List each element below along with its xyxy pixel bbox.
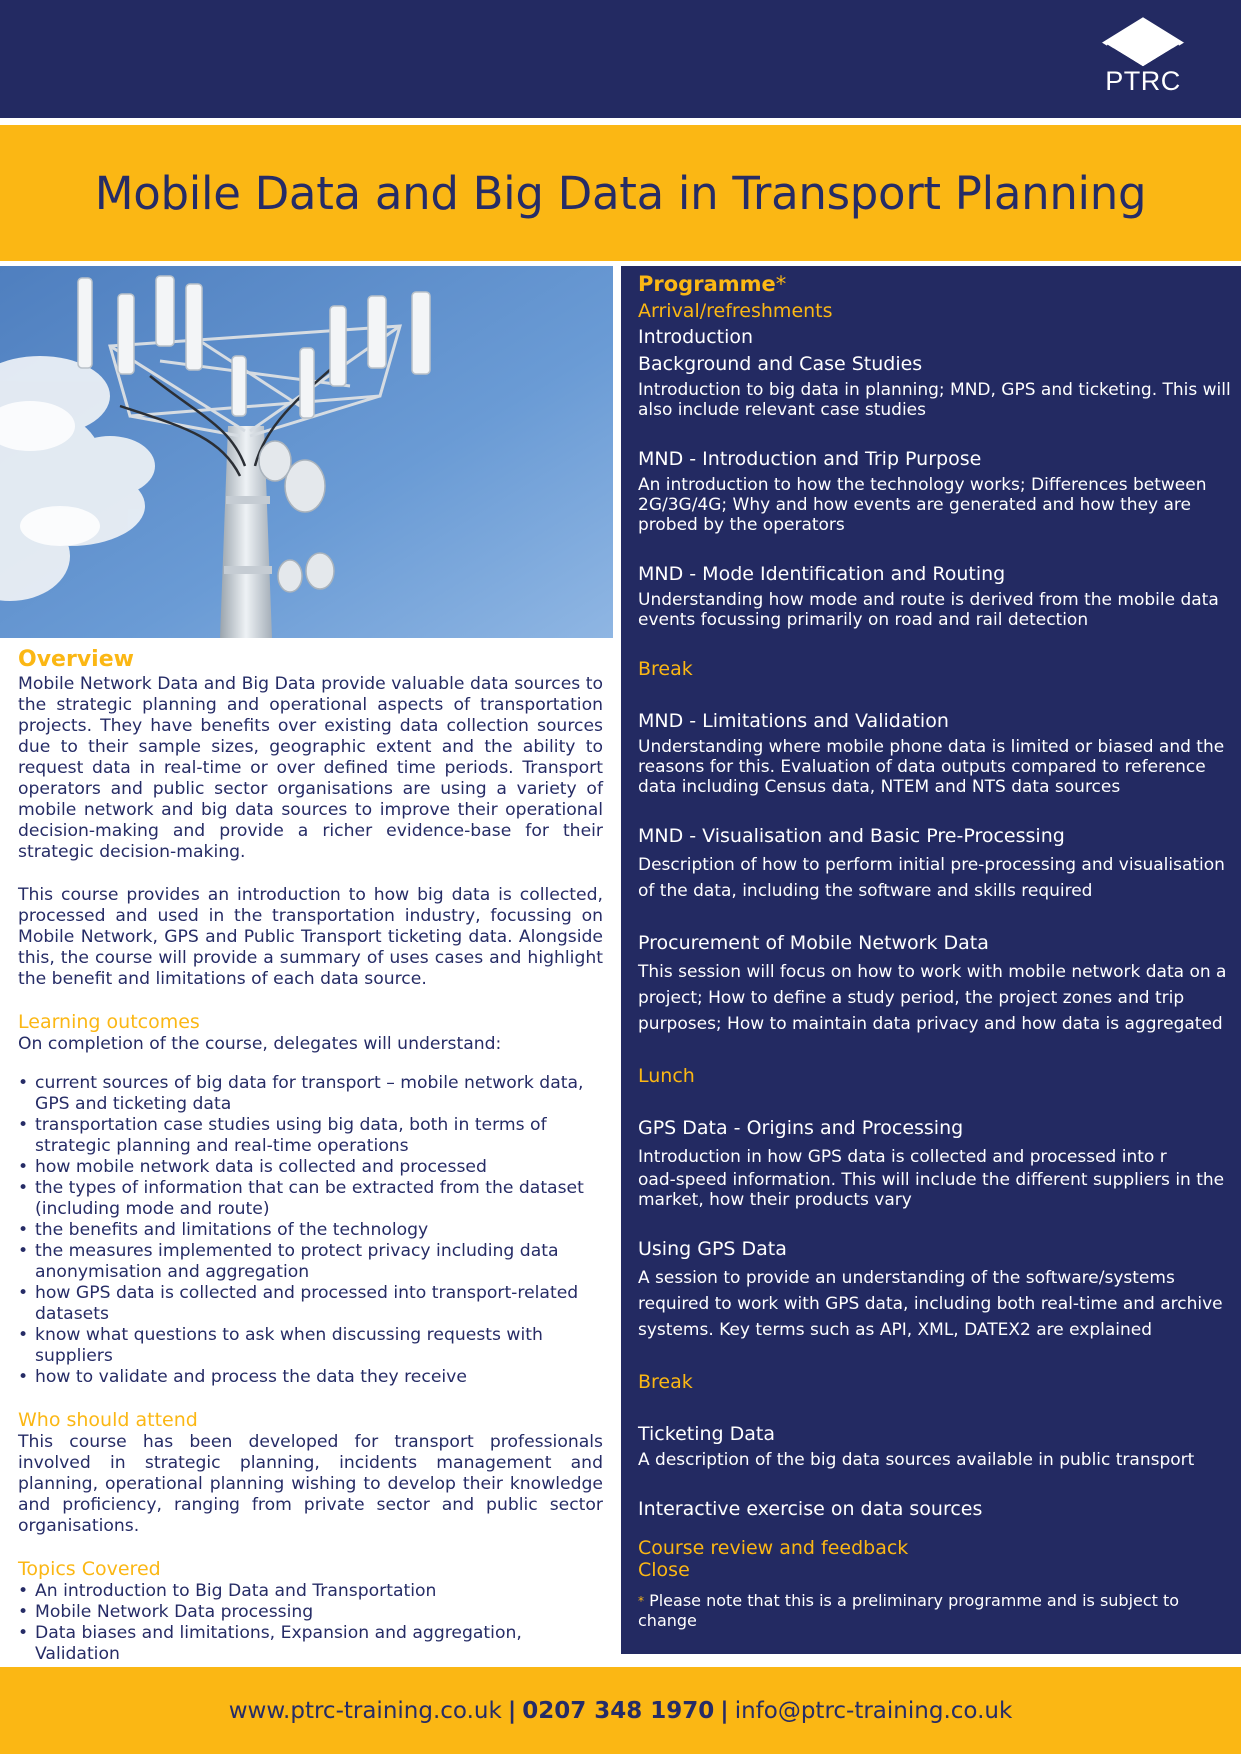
session-description: Understanding how mode and route is derived from the mobile data events focussing primarily on road and rail detection — [638, 590, 1219, 630]
list-item: • the benefits and limitations of the technology — [18, 1220, 603, 1241]
session-title: MND - Visualisation and Basic Pre-Processing — [638, 825, 1065, 847]
session-title: Background and Case Studies — [638, 353, 923, 375]
list-item: • how GPS data is collected and processed into transport-related datasets — [18, 1283, 603, 1325]
session-description: A session to provide an understanding of the software/systems required to work with GPS data, including both real-time and archive systems. Key terms such as API, XML, DATEX2 are explained — [638, 1268, 1223, 1340]
session-title: MND - Mode Identification and Routing — [638, 563, 1006, 585]
session-title: Procurement of Mobile Network Data — [638, 932, 989, 954]
top-banner — [0, 0, 1241, 118]
list-item: • transportation case studies using big data, both in terms of strategic planning and real-time operations — [18, 1115, 603, 1157]
session-title: MND - Introduction and Trip Purpose — [638, 448, 982, 470]
lunch-slot: Lunch — [638, 1065, 695, 1087]
session-description: Understanding where mobile phone data is limited or biased and the reasons for this. Evaluation of data outputs compared to reference data including Census data, NTEM and NTS data sources — [638, 737, 1225, 797]
title-band — [0, 125, 1241, 261]
session-description: Introduction to big data in planning; MND, GPS and ticketing. This will also include relevant case studies — [638, 380, 1231, 420]
cell-tower-photo — [0, 266, 613, 638]
session-title: Using GPS Data — [638, 1238, 787, 1260]
learning-outcomes-list — [18, 1073, 603, 1388]
website-link[interactable]: www.ptrc-training.co.uk — [228, 1697, 502, 1724]
programme-note: * Please note that this is a preliminary programme and is subject to change — [638, 1591, 1180, 1630]
overview-paragraph-1: Mobile Network Data and Big Data provide valuable data sources to the strategic planning and operational aspects of transportation projects. They have benefits over existing data collection sources due to their sample sizes, geographic extent and the ability to request data in real-time or over defined time periods. Transport operators and public sector organisations are using a variety of mobile network and big data sources to improve their operational decision-making and provide a richer evidence-base for their strategic decision-making. — [18, 674, 603, 862]
course-details — [18, 646, 603, 1707]
list-item: • An introduction to Big Data and Transportation — [18, 1581, 603, 1602]
overview-paragraph-2: This course provides an introduction to how big data is collected, processed and used in the transportation industry, focussing on Mobile Network, GPS and Public Transport ticketing data. Alongside this, the course will provide a summary of uses cases and highlight the benefit and limitations of each data source. — [18, 885, 603, 989]
session-description: This session will focus on how to work with mobile network data on a project; How to define a study period, the project zones and trip purposes; How to maintain data privacy and how data is aggregated — [638, 962, 1227, 1034]
list-item: • Data biases and limitations, Expansion and aggregation, Validation — [18, 1623, 603, 1665]
ptrc-logo — [1093, 14, 1193, 98]
email-link[interactable]: info@ptrc-training.co.uk — [734, 1697, 1013, 1724]
list-item: • the measures implemented to protect privacy including data anonymisation and aggregation — [18, 1241, 603, 1283]
list-item: • the types of information that can be extracted from the dataset (including mode and route) — [18, 1178, 603, 1220]
close-slot: Close — [638, 1559, 690, 1581]
session-title: Interactive exercise on data sources — [638, 1498, 983, 1520]
programme-panel — [621, 266, 1241, 1654]
introduction-slot: Introduction — [638, 326, 754, 348]
overview-heading: Overview — [18, 647, 134, 672]
session-title: Ticketing Data — [638, 1423, 775, 1445]
list-item: • current sources of big data for transport – mobile network data, GPS and ticketing data — [18, 1073, 603, 1115]
break-slot: Break — [638, 658, 693, 680]
session-description: A description of the big data sources available in public transport — [638, 1450, 1195, 1470]
programme-heading: Programme* — [638, 272, 787, 296]
break-slot: Break — [638, 1371, 693, 1393]
session-title: MND - Limitations and Validation — [638, 710, 949, 732]
separator: | — [720, 1697, 729, 1724]
arrival-slot: Arrival/refreshments — [638, 300, 833, 322]
who-should-attend-text: This course has been developed for transport professionals involved in strategic planning, incidents management and planning, operational planning wishing to develop their knowledge and proficiency, ranging from private sector and public sector organisations. — [18, 1432, 603, 1536]
session-description: An introduction to how the technology works; Differences between 2G/3G/4G; Why and how events are generated and how they are probed by the operators — [638, 475, 1207, 535]
footer-contact — [0, 1667, 1241, 1754]
who-should-attend-heading: Who should attend — [18, 1409, 198, 1431]
page-title: Mobile Data and Big Data in Transport Planning — [94, 166, 1147, 220]
learning-outcomes-heading: Learning outcomes — [18, 1011, 200, 1033]
session-title: GPS Data - Origins and Processing — [638, 1117, 964, 1139]
session-description: Introduction in how GPS data is collected and processed into r oad-speed information. This will include the different suppliers in the market, how their products vary — [638, 1147, 1225, 1210]
list-item: • know what questions to ask when discussing requests with suppliers — [18, 1325, 603, 1367]
phone-number[interactable]: 0207 348 1970 — [522, 1697, 715, 1724]
course-review-slot: Course review and feedback — [638, 1537, 909, 1559]
list-item: • Mobile Network Data processing — [18, 1602, 603, 1623]
ptrc-logo-icon — [1093, 14, 1193, 70]
logo-text: PTRC — [1105, 66, 1181, 96]
learning-outcomes-intro: On completion of the course, delegates will understand: — [18, 1034, 502, 1054]
session-description: Description of how to perform initial pre-processing and visualisation of the data, including the software and skills required — [638, 855, 1225, 901]
list-item: • how to validate and process the data they receive — [18, 1367, 603, 1388]
separator: | — [507, 1697, 517, 1724]
topics-covered-heading: Topics Covered — [18, 1558, 161, 1580]
list-item: • how mobile network data is collected and processed — [18, 1157, 603, 1178]
